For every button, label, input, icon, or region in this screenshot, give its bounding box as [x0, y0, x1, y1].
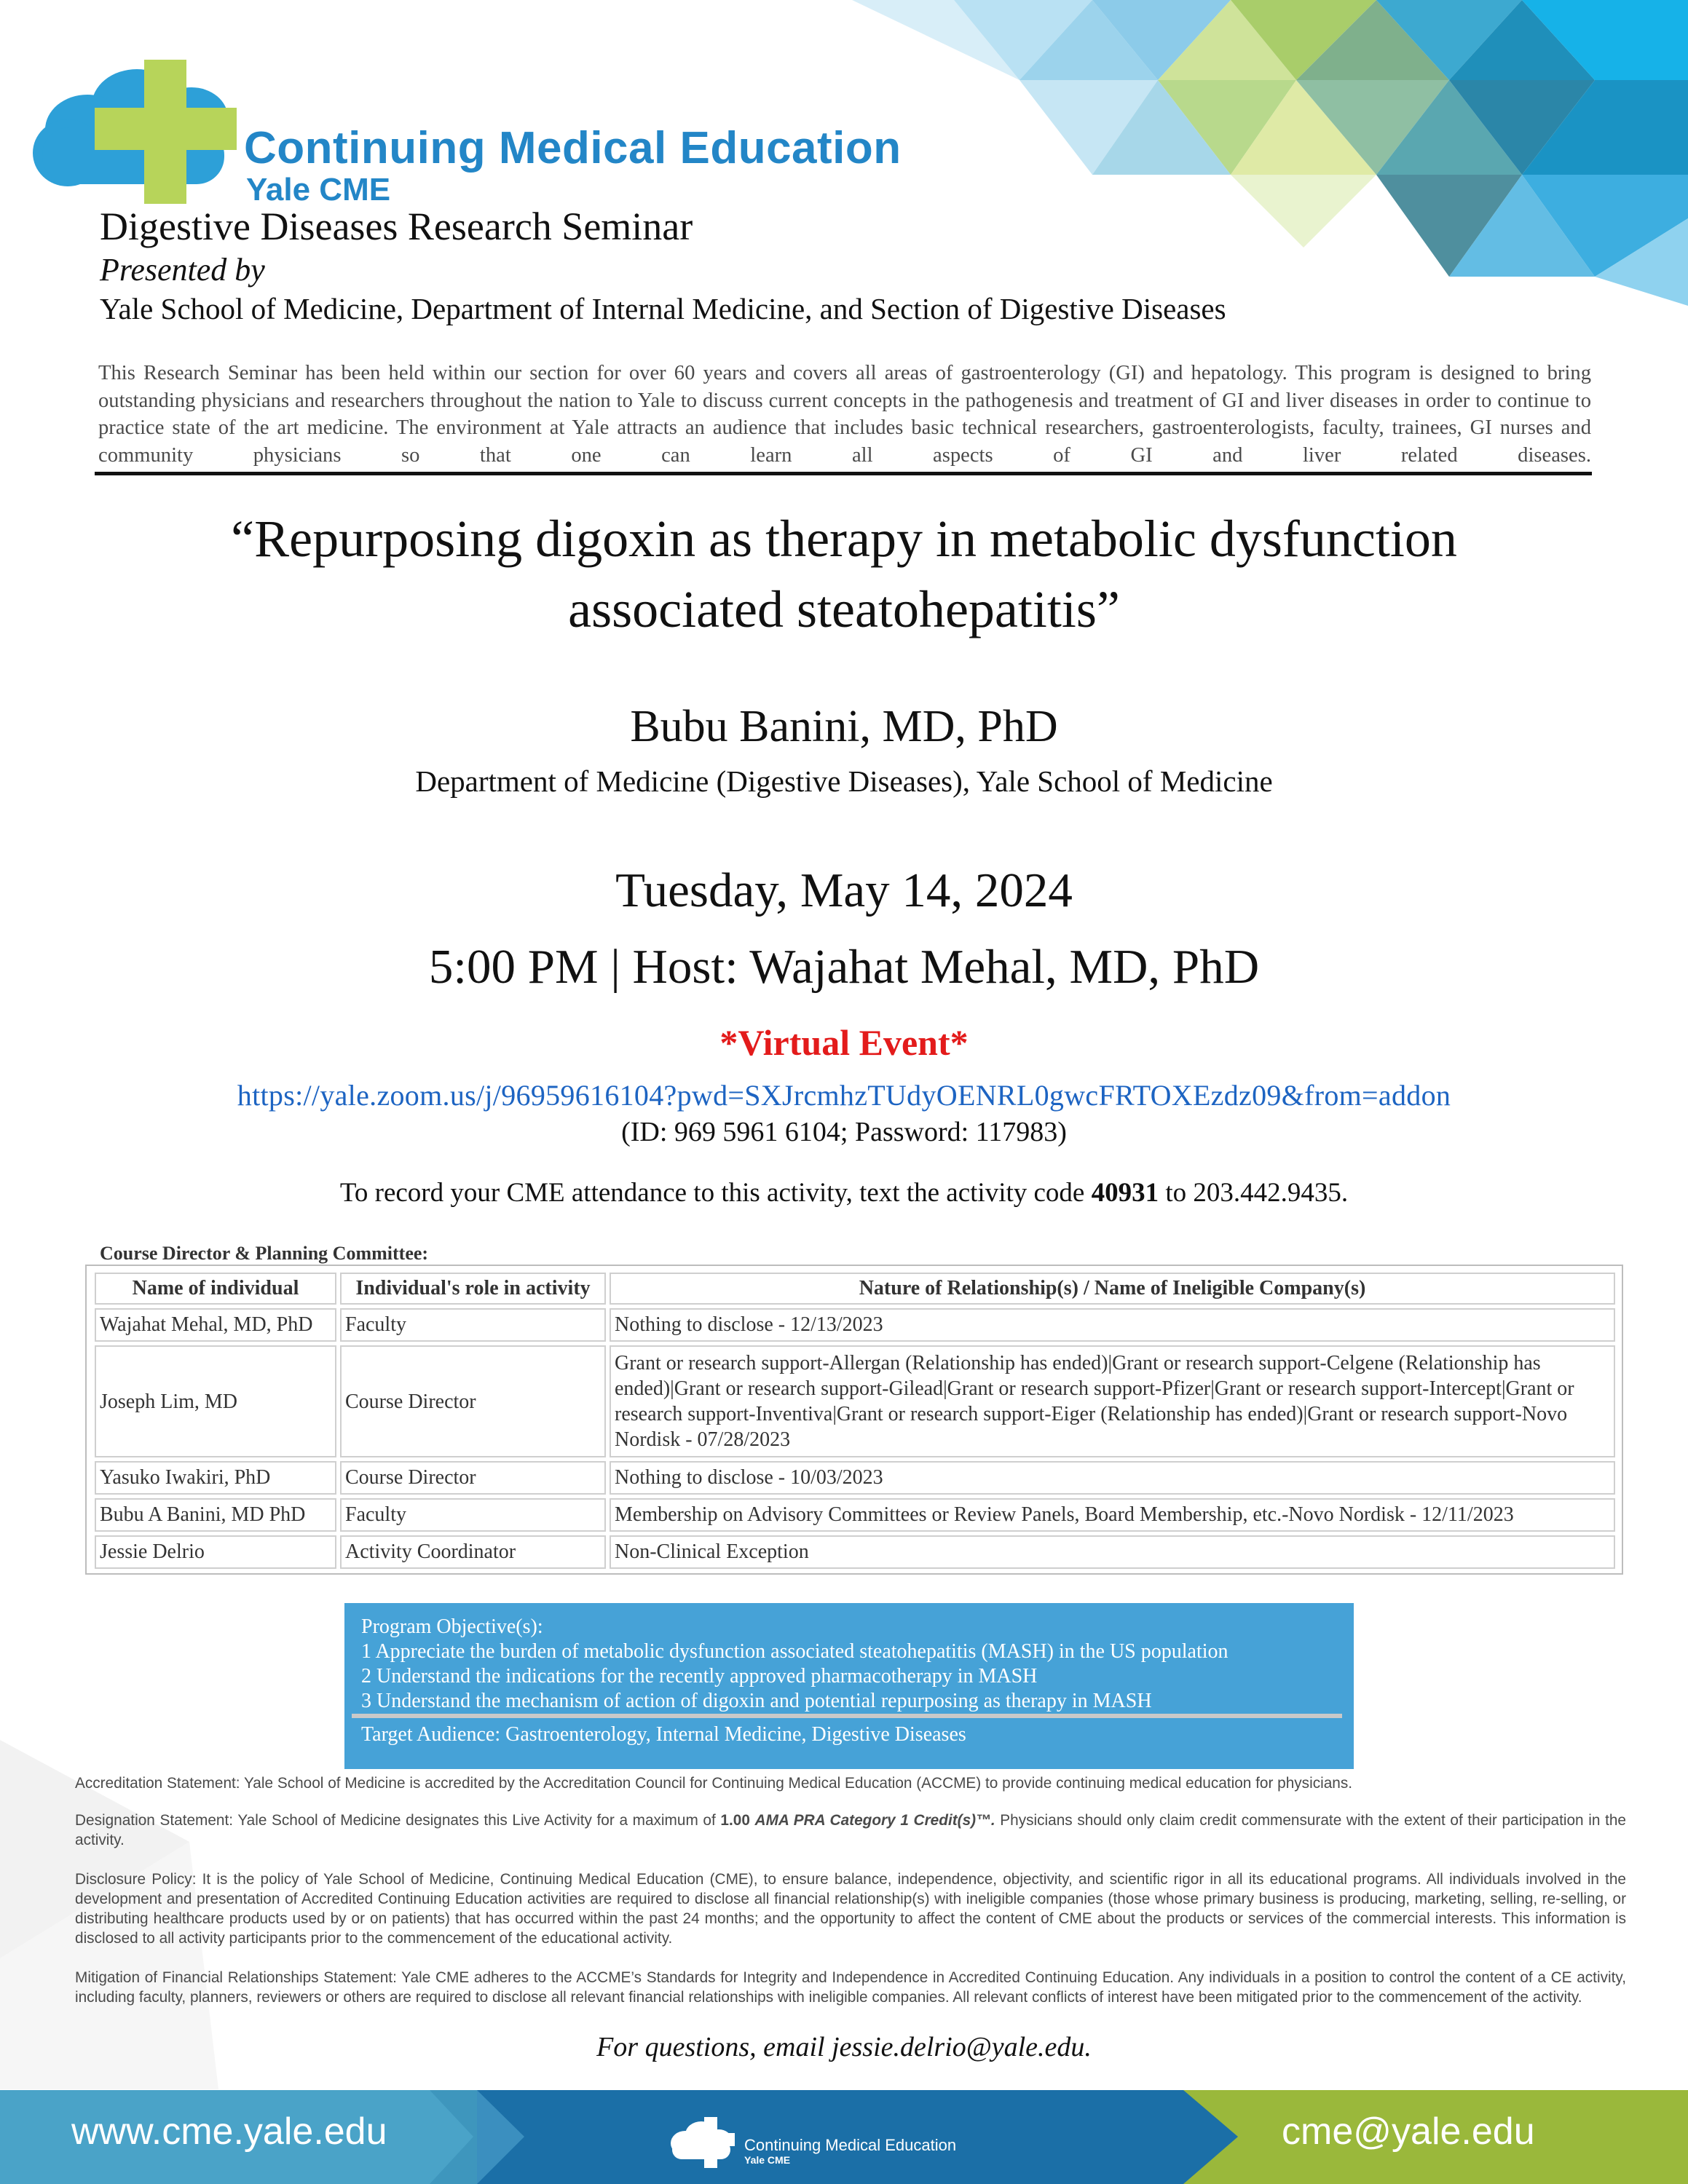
table-row — [95, 1498, 1615, 1532]
objectives-heading: Program Objective(s): — [361, 1615, 543, 1638]
cme-instruction-prefix: To record your CME attendance to this activity, text the activity code — [339, 1178, 1092, 1208]
target-audience: Target Audience: Gastroenterology, Internal Medicine, Digestive Diseases — [361, 1723, 966, 1746]
section-divider — [95, 472, 1592, 475]
designation-credits: 1.00 — [720, 1812, 750, 1829]
table-header-row — [95, 1273, 1615, 1305]
presented-by-label: Presented by — [100, 252, 265, 288]
mitigation-statement: Mitigation of Financial Relationships Statement: Yale CME adheres to the ACCME’s Standards for Integrity and Independence in Accredited Continuing Education. Any individuals in a position to control the content of a CE activity, including faculty, planners, reviewers or others are required to disclose all relevant financial relationships with ineligible companies. All relevant conflicts of interest have been mitigated prior to the commencement of the activity. — [75, 1969, 1626, 2006]
cell-relationship: Non-Clinical Exception — [610, 1535, 1615, 1569]
seminar-title: Digestive Diseases Research Seminar — [100, 205, 693, 248]
designation-statement — [75, 1811, 1626, 1850]
cell-relationship: Nothing to disclose - 12/13/2023 — [610, 1308, 1615, 1342]
questions-contact: For questions, email jessie.delrio@yale.edu. — [596, 2032, 1092, 2062]
cme-logo-icon — [28, 36, 253, 204]
speaker-name: Bubu Banini, MD, PhD — [630, 702, 1058, 751]
committee-table — [91, 1269, 1619, 1572]
talk-title-line-2: associated steatohepatitis” — [568, 580, 1120, 638]
footer-logo-subtitle: Yale CME — [744, 2154, 791, 2166]
committee-heading: Course Director & Planning Committee: — [100, 1243, 429, 1264]
designation-suffix: Physicians should only claim credit commensurate with the extent of their participation in the activity. — [75, 1812, 1626, 1848]
talk-title — [0, 504, 1688, 645]
objective-item: 2 Understand the indications for the recently approved pharmacotherapy in MASH — [361, 1665, 1038, 1688]
speaker-affiliation: Department of Medicine (Digestive Diseases), Yale School of Medicine — [415, 764, 1273, 798]
header-geometric-pattern — [852, 0, 1688, 306]
cell-role: Activity Coordinator — [340, 1535, 606, 1569]
seminar-description: This Research Seminar has been held within our section for over 60 years and covers all areas of gastroenterology (GI) and hepatology. This program is designed to bring outstanding physicians and researchers throughout the nation to Yale to discuss current concepts in the pathogenesis and treatment of GI and liver diseases in order to continue to practice state of the art medicine. The environment at Yale attracts an audience that includes basic technical researchers, gastroenterologists, faculty, trainees, GI nurses and community physicians so that one can learn all aspects of GI and liver related diseases. — [98, 362, 1591, 467]
column-header-role: Individual's role in activity — [340, 1273, 606, 1305]
table-row — [95, 1308, 1615, 1342]
footer-email-link[interactable]: cme@yale.edu — [1282, 2110, 1535, 2153]
cell-name: Wajahat Mehal, MD, PhD — [95, 1308, 336, 1342]
accreditation-statement: Accreditation Statement: Yale School of Medicine is accredited by the Accreditation Council for Continuing Medical Education (ACCME) to provide continuing medical education for physicians. — [75, 1775, 1353, 1792]
zoom-link[interactable]: https://yale.zoom.us/j/96959616104?pwd=SXJrcmhzTUdyOENRL0gwcFRTOXEzdz09&from=addon — [237, 1079, 1451, 1112]
designation-credit-name: AMA PRA Category 1 Credit(s)™. — [754, 1812, 995, 1829]
designation-prefix: Designation Statement: Yale School of Medicine designates this Live Activity for a maximum of — [75, 1812, 721, 1829]
event-date: Tuesday, May 14, 2024 — [615, 863, 1073, 917]
disclosure-policy: Disclosure Policy: It is the policy of Yale School of Medicine, Continuing Medical Education (CME), to ensure balance, independence, objectivity, and scientific rigor in all its educational programs. All individuals involved in the development and presentation of Accredited Continuing Education activities are required to disclose all financial relationship(s) with ineligible companies (those whose primary business is producing, marketing, selling, re-selling, or distributing healthcare products used by or on patients) that has occurred within the past 24 months; and the opportunity to affect the content of CME about the products or services of the commercial interests. This information is disclosed to all activity participants prior to the commencement of the educational activity. — [75, 1871, 1626, 1947]
zoom-meeting-ids: (ID: 969 5961 6104; Password: 117983) — [621, 1117, 1067, 1147]
cell-name: Joseph Lim, MD — [95, 1345, 336, 1457]
table-row — [95, 1461, 1615, 1495]
committee-table-container — [85, 1265, 1623, 1575]
logo-title: Continuing Medical Education — [244, 123, 902, 173]
talk-title-line-1: “Repurposing digoxin as therapy in metabolic dysfunction — [231, 510, 1457, 568]
footer-logo-title: Continuing Medical Education — [744, 2136, 957, 2154]
activity-code: 40931 — [1091, 1178, 1159, 1208]
cell-role: Faculty — [340, 1308, 606, 1342]
presenter-organization: Yale School of Medicine, Department of Internal Medicine, and Section of Digestive Diseases — [100, 292, 1226, 325]
footer-website-link[interactable]: www.cme.yale.edu — [71, 2110, 387, 2153]
cell-relationship: Membership on Advisory Committees or Review Panels, Board Membership, etc.-Novo Nordisk - 12/11/2023 — [610, 1498, 1615, 1532]
footer-logo-icon — [666, 2111, 739, 2169]
cell-role: Faculty — [340, 1498, 606, 1532]
cell-name: Yasuko Iwakiri, PhD — [95, 1461, 336, 1495]
logo-subtitle: Yale CME — [246, 172, 391, 207]
column-header-name: Name of individual — [95, 1273, 336, 1305]
cme-attendance-instructions — [0, 1177, 1688, 1208]
virtual-event-label: *Virtual Event* — [719, 1022, 969, 1063]
cme-instruction-suffix: to 203.442.9435. — [1159, 1178, 1349, 1208]
cell-relationship: Grant or research support-Allergan (Relationship has ended)|Grant or research support-Celgene (Relationship has ended)|Grant or research support-Gilead|Grant or research support-Pfizer|Grant or research support-Intercept|Grant or research support-Inventiva|Grant or research support-Eiger (Relationship has ended)|Grant or research support-Novo Nordisk - 07/28/2023 — [610, 1345, 1615, 1457]
objective-item: 1 Appreciate the burden of metabolic dysfunction associated steatohepatitis (MASH) in the US population — [361, 1640, 1228, 1663]
program-objectives-box — [344, 1603, 1354, 1769]
cell-role: Course Director — [340, 1461, 606, 1495]
event-time-host: 5:00 PM | Host: Wajahat Mehal, MD, PhD — [428, 940, 1260, 994]
cell-name: Jessie Delrio — [95, 1535, 336, 1569]
objectives-separator — [352, 1714, 1342, 1718]
column-header-relationship: Nature of Relationship(s) / Name of Ineligible Company(s) — [610, 1273, 1615, 1305]
cell-relationship: Nothing to disclose - 10/03/2023 — [610, 1461, 1615, 1495]
cell-role: Course Director — [340, 1345, 606, 1457]
table-row — [95, 1345, 1615, 1457]
table-row — [95, 1535, 1615, 1569]
objective-item: 3 Understand the mechanism of action of digoxin and potential repurposing as therapy in MASH — [361, 1690, 1152, 1712]
cell-name: Bubu A Banini, MD PhD — [95, 1498, 336, 1532]
